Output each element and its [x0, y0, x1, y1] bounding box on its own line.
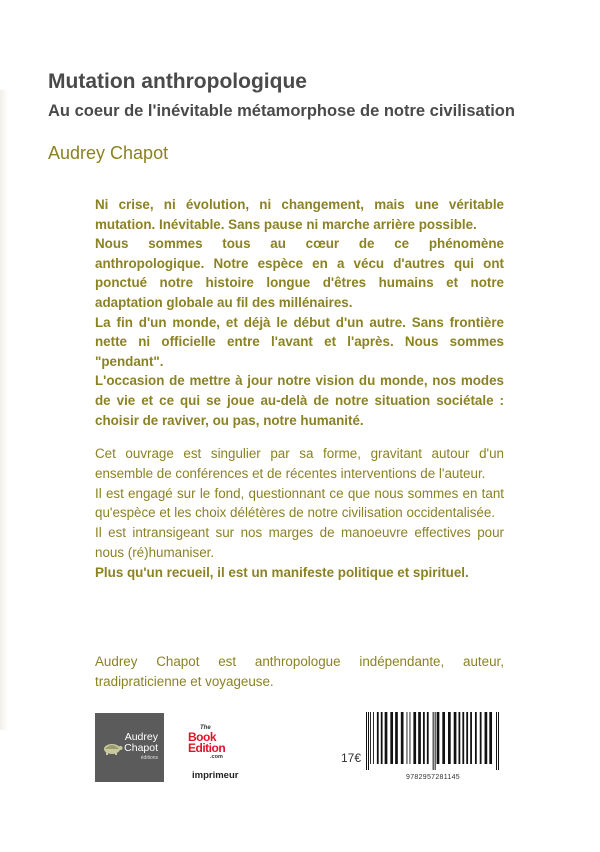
barcode-bar	[427, 712, 429, 764]
isbn-number: 9782957281145	[406, 774, 460, 781]
barcode-bar	[466, 712, 468, 764]
printer-logo-com: .com	[210, 754, 223, 760]
barcode-bar	[368, 712, 369, 770]
barcode-bar	[454, 712, 457, 764]
barcode-bar	[370, 712, 371, 764]
author-name: Audrey Chapot	[48, 143, 169, 163]
barcode-bar	[433, 712, 434, 770]
barcode-bar	[448, 712, 451, 764]
blurb-bold-section	[95, 195, 504, 430]
barcode-bar	[385, 712, 388, 764]
turtle-icon	[101, 737, 123, 759]
barcode-bar	[437, 712, 440, 764]
blurb-paragraph: Cet ouvrage est singulier par sa forme, gravitant autour d'un ensemble de conférences et de récentes interventions de l'auteur.	[95, 446, 504, 481]
barcode-bar	[489, 712, 492, 764]
publisher-name-first: Audrey	[124, 731, 158, 743]
blurb-paragraph: Il est intransigeant sur nos marges de manoeuvre effectives pour nous (ré)humaniser.	[95, 525, 504, 560]
barcode-bar	[423, 712, 425, 764]
book-title: Mutation anthropologique	[48, 70, 307, 93]
printer-logo-the: The	[200, 725, 211, 731]
blurb-regular-section	[95, 444, 504, 583]
printer-label: imprimeur	[192, 770, 239, 781]
barcode-bar	[458, 712, 460, 764]
barcode-bar	[373, 712, 374, 764]
barcode-bar	[410, 712, 411, 764]
barcode-bar	[401, 712, 404, 764]
printer-logo	[186, 725, 236, 765]
barcode-bar	[485, 712, 488, 764]
barcode-bar	[470, 712, 472, 764]
publisher-subtitle: éditions	[140, 755, 158, 761]
barcode-bar	[462, 712, 464, 764]
blurb-paragraph: Plus qu'un recueil, il est un manifeste politique et spirituel.	[95, 564, 469, 580]
blurb-paragraph: Ni crise, ni évolution, ni changement, mais une véritable mutation. Inévitable. Sans pause ni marche arrière possible.	[95, 197, 504, 232]
barcode-bar	[475, 712, 477, 764]
blurb-paragraph: Nous sommes tous au cœur de ce phénomène anthropologique. Notre espèce en a vécu d'autres qui ont ponctué notre histoire longue d'êtres humains et notre adaptation globale au fil des millénaires.	[95, 236, 504, 310]
barcode-bar	[498, 712, 499, 770]
book-subtitle: Au coeur de l'inévitable métamorphose de notre civilisation	[48, 102, 515, 120]
publisher-name-last: Chapot	[124, 742, 158, 754]
bio-text: Audrey Chapot est anthropologue indépendante, auteur, tradipraticienne et voyageuse.	[95, 654, 504, 689]
blurb-paragraph: Il est engagé sur le fond, questionnant ce que nous sommes en tant qu'espèce et les choix délétères de notre civilisation occidentalisée.	[95, 485, 504, 521]
barcode-bar	[366, 712, 367, 770]
barcode-bar	[418, 712, 421, 764]
barcode-bar	[435, 712, 436, 770]
price: 17€	[341, 751, 362, 765]
barcode-bar	[381, 712, 383, 764]
barcode-bar	[390, 712, 393, 764]
barcode	[366, 712, 500, 770]
barcode-bar	[395, 712, 398, 764]
spine-shadow	[0, 90, 8, 730]
author-bio	[95, 652, 504, 692]
barcode-bar	[407, 712, 408, 764]
publisher-logo	[95, 713, 164, 782]
barcode-bar	[442, 712, 445, 764]
barcode-bar	[377, 712, 379, 764]
barcode-bar	[496, 712, 497, 770]
printer-logo-book: Book	[188, 730, 216, 744]
blurb-paragraph: La fin d'un monde, et déjà le début d'un autre. Sans frontière nette ni officielle entre l'avant et l'après. Nous sommes "pendant".	[95, 314, 504, 369]
barcode-bar	[413, 712, 416, 764]
blurb-paragraph: L'occasion de mettre à jour notre vision du monde, nos modes de vie et ce qui se joue au-delà de notre situation sociétale : choisir de raviver, ou pas, notre humanité.	[95, 373, 504, 428]
barcode-bar	[480, 712, 482, 764]
printer-logo-edition: Edition	[188, 741, 226, 755]
